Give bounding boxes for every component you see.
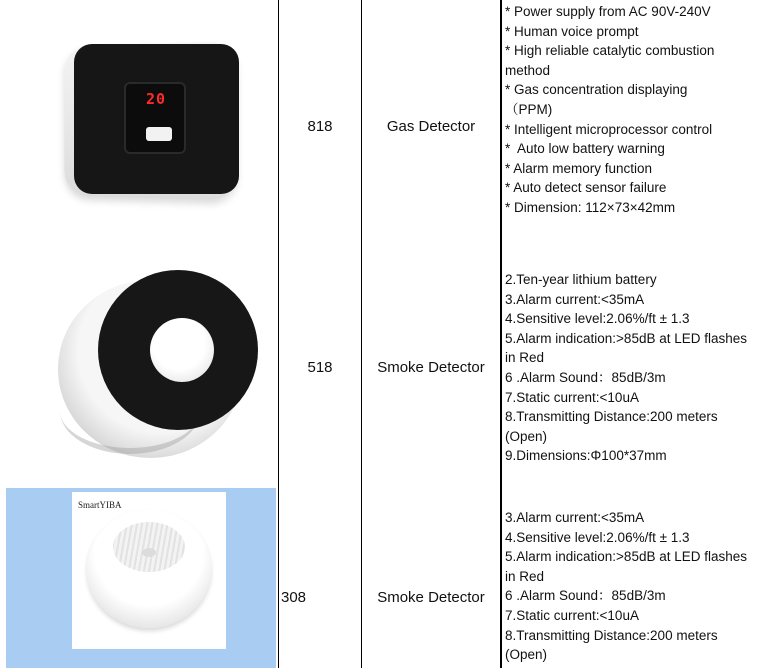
gas-test-button bbox=[146, 127, 172, 141]
detector-led bbox=[142, 548, 156, 557]
spec-list bbox=[505, 508, 757, 665]
spec-line: 5.Alarm indication:>85dB at LED flashes in Red bbox=[505, 330, 751, 366]
row3-image-border bbox=[278, 488, 279, 668]
spec-line: 4.Sensitive level:2.06%/ft ± 1.3 bbox=[505, 529, 690, 545]
spec-line: 4.Sensitive level:2.06%/ft ± 1.3 bbox=[505, 311, 690, 327]
model-number: 308 bbox=[281, 589, 307, 606]
spec-line: * Human voice prompt bbox=[505, 23, 639, 39]
spec-line: 8.Transmitting Distance:200 meters (Open) bbox=[505, 409, 722, 444]
spec-line: * Dimension: 112×73×42mm bbox=[505, 199, 676, 215]
product-name: Gas Detector bbox=[386, 118, 476, 135]
detector-vent bbox=[113, 522, 185, 572]
spec-line: 3.Alarm current:<35mA bbox=[505, 510, 645, 525]
spec-line: 8.Transmitting Distance:200 meters (Open) bbox=[505, 627, 722, 663]
spec-line: 9.Dimensions:Φ100*37mm bbox=[505, 448, 667, 464]
spec-line: 6 .Alarm Sound：85dB/3m bbox=[505, 369, 666, 385]
spec-line: * Intelligent microprocessor control bbox=[505, 121, 713, 137]
spec-line: 3.Alarm current:<35mA bbox=[505, 291, 645, 307]
spec-line: * Auto detect sensor failure bbox=[505, 180, 667, 196]
spec-line: * Gas concentration displaying bbox=[505, 82, 688, 98]
spec-line: * High reliable catalytic combustion method bbox=[505, 43, 719, 78]
spec-line: 7.Static current:<10uA bbox=[505, 389, 639, 405]
column-divider-3 bbox=[500, 0, 502, 668]
spec-line: * Power supply from AC 90V-240V bbox=[505, 4, 711, 19]
spec-line: 7.Static current:<10uA bbox=[505, 607, 639, 623]
product-name: Smoke Detector bbox=[377, 589, 485, 606]
column-divider-1 bbox=[278, 0, 279, 488]
column-divider-2 bbox=[361, 0, 362, 668]
spec-list bbox=[505, 2, 757, 218]
brand-logo: SmartYIBA bbox=[78, 500, 122, 510]
spec-line: * Auto low battery warning bbox=[505, 141, 665, 157]
product-name: Smoke Detector bbox=[377, 359, 485, 376]
spec-line: （PPM) bbox=[505, 101, 553, 117]
model-number: 518 bbox=[307, 359, 333, 376]
spec-line: 6 .Alarm Sound：85dB/3m bbox=[505, 588, 666, 604]
spec-line: 2.Ten-year lithium battery bbox=[505, 272, 657, 287]
model-number: 818 bbox=[307, 118, 333, 135]
spec-line: * Alarm memory function bbox=[505, 160, 653, 176]
spec-line: 5.Alarm indication:>85dB at LED flashes in Red bbox=[505, 549, 751, 584]
spec-list bbox=[505, 270, 757, 466]
gas-display-reading: 20 bbox=[146, 90, 167, 108]
